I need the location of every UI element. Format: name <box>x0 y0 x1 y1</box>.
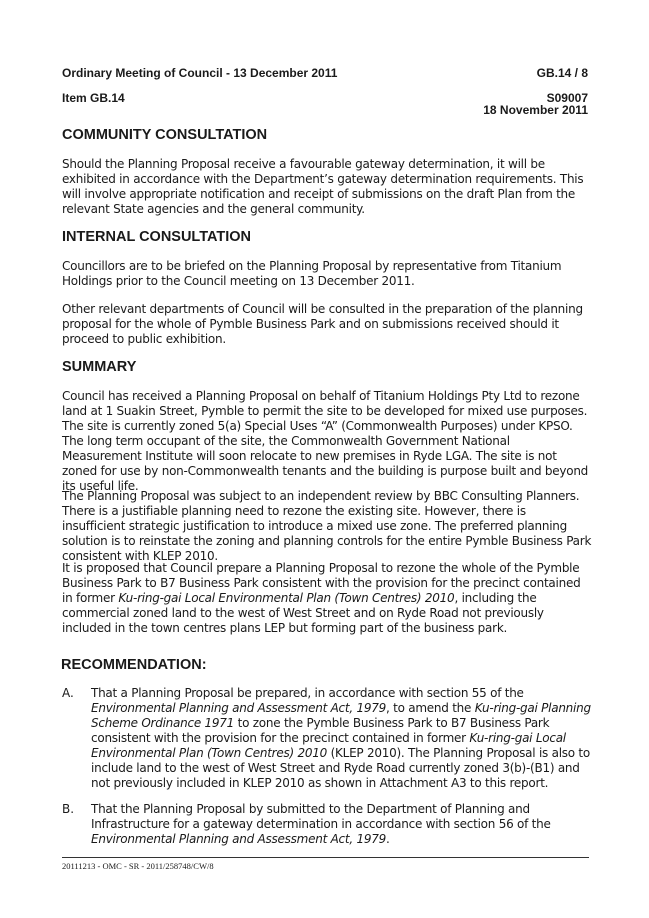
footer-divider <box>62 857 589 858</box>
internal-consultation-heading: INTERNAL CONSULTATION <box>62 229 252 245</box>
footer-code: 20111213 - OMC - SR - 2011/258748/CW/8 <box>62 861 214 871</box>
summary-p3-text-2: , including the commercial zoned land to the west of West Street and on Ryde Road not previously included in the town centres plans LEP but forming part of the business park. <box>62 591 544 635</box>
page-number: GB.14 / 8 <box>536 66 588 80</box>
rec-a-text-1: That a Planning Proposal be prepared, in accordance with section 55 of the <box>91 686 524 700</box>
recommendation-a-letter: A. <box>62 686 74 700</box>
rec-a-text-4: (KLEP 2010). The Planning Proposal is also to include land to the west of West Street and Ryde Road currently zoned 3(b)-(B1) and not previously included in KLEP 2010 as shown in <box>91 746 590 790</box>
rec-a-text-5: to this report. <box>466 776 549 790</box>
summary-heading: SUMMARY <box>62 359 137 375</box>
rec-a-text-3: to zone the Pymble Business Park to B7 Business Park consistent with the provision for the precinct contained in former <box>91 716 550 745</box>
rec-a-text-2: , to amend the <box>386 701 475 715</box>
recommendation-b-text <box>91 802 591 847</box>
item-number: Item GB.14 <box>62 91 125 105</box>
summary-paragraph-3 <box>62 561 592 636</box>
rec-a-italic-2: Ku-ring-gai Planning Scheme Ordinance 1971 <box>91 701 591 730</box>
report-date: 18 November 2011 <box>483 103 588 117</box>
community-consultation-heading: COMMUNITY CONSULTATION <box>62 127 268 143</box>
summary-p3-italic: Ku-ring-gai Local Environmental Plan (Town Centres) 2010 <box>118 591 455 605</box>
rec-b-italic-1: Environmental Planning and Assessment Act, 1979 <box>91 832 387 846</box>
recommendation-b-letter: B. <box>62 802 75 816</box>
attachment-a3-link[interactable]: Attachment A3 <box>379 776 467 790</box>
meeting-title: Ordinary Meeting of Council - 13 December 2011 <box>62 66 338 80</box>
internal-consultation-paragraph-2: Other relevant departments of Council will be consulted in the preparation of the planning proposal for the whole of Pymble Business Park and on submissions received should it proceed to public exhibition. <box>62 302 583 346</box>
recommendation-a-text <box>91 686 591 791</box>
recommendation-heading: RECOMMENDATION: <box>61 657 207 673</box>
summary-paragraph-2: The Planning Proposal was subject to an independent review by BBC Consulting Planners. There is a justifiable planning need to rezone the existing site. However, there is insufficient strategic justification to introduce a mixed use zone. The preferred planning solution is to reinstate the zoning and planning controls for the entire Pymble Business Park consistent with KLEP 2010. <box>62 489 592 563</box>
summary-paragraph-1: Council has received a Planning Proposal on behalf of Titanium Holdings Pty Ltd to rezone land at 1 Suakin Street, Pymble to permit the site to be developed for mixed use purposes. The site is currently zoned 5(a) Special Uses “A” (Commonwealth Purposes) under KPSO. The long term occupant of the site, the Commonwealth Government National Measurement Institute will soon relocate to new premises in Ryde LGA. The site is not zoned for use by non-Commonwealth tenants and the building is purpose built and beyond its useful life. <box>62 389 589 493</box>
summary-p3-text-1: It is proposed that Council prepare a Planning Proposal to rezone the whole of the Pymble Business Park to B7 Business Park consistent with the provision for the precinct contained in former <box>62 561 581 605</box>
rec-a-italic-1: Environmental Planning and Assessment Act, 1979 <box>91 701 387 715</box>
rec-a-italic-3: Ku-ring-gai Local Environmental Plan (Town Centres) 2010 <box>91 731 566 760</box>
rec-b-text-1: That the Planning Proposal by submitted to the Department of Planning and Infrastructure for a gateway determination in accordance with section 56 of the <box>91 802 551 831</box>
reference-number: S09007 <box>546 91 588 105</box>
internal-consultation-paragraph-1: Councillors are to be briefed on the Planning Proposal by representative from Titanium Holdings prior to the Council meeting on 13 December 2011. <box>62 259 562 288</box>
rec-b-text-2: . <box>386 832 390 846</box>
community-consultation-paragraph: Should the Planning Proposal receive a favourable gateway determination, it will be exhibited in accordance with the Department’s gateway determination requirements. This will involve appropriate notification and receipt of submissions on the draft Plan from the relevant State agencies and the general community. <box>62 157 584 216</box>
